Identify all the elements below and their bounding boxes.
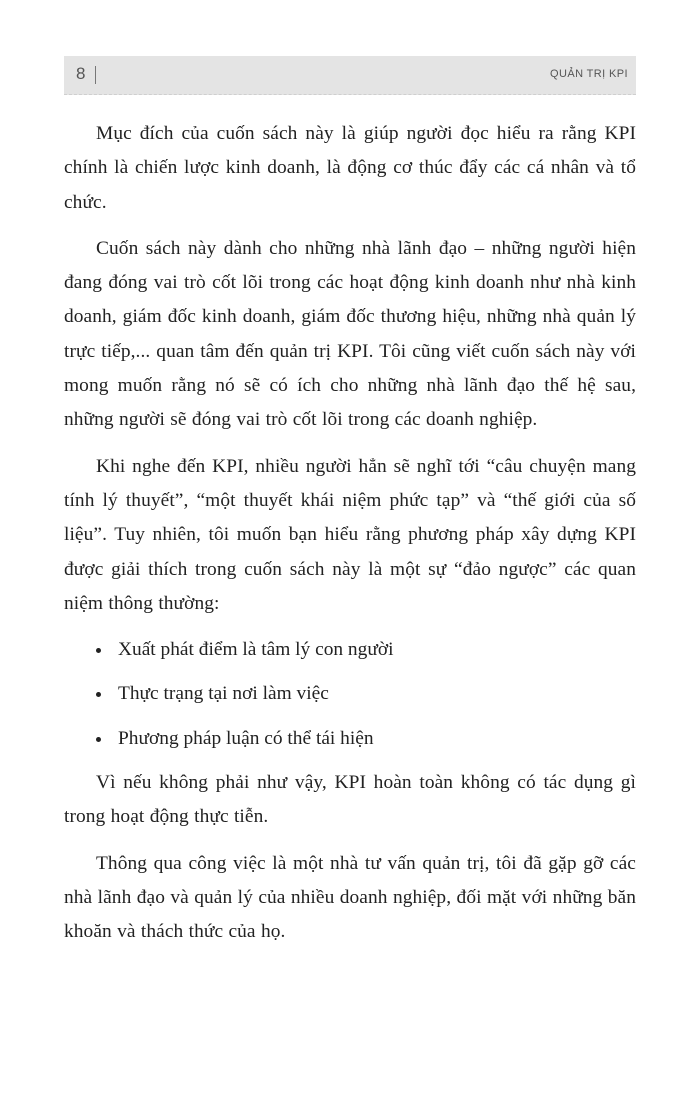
page-body (64, 117, 636, 962)
paragraph-purpose: Mục đích của cuốn sách này là giúp người đọc hiểu ra rằng KPI chính là chiến lược kinh doanh, là động cơ thúc đẩy các cá nhân và tổ chức. (64, 123, 636, 213)
paragraph-consulting: Thông qua công việc là một nhà tư vấn quản trị, tôi đã gặp gỡ các nhà lãnh đạo và quản lý của nhiều doanh nghiệp, đối mặt với những băn khoăn và thách thức của họ. (64, 852, 636, 943)
paragraph-practice: Vì nếu không phải như vậy, KPI hoàn toàn không có tác dụng gì trong hoạt động thực tiễn. (64, 772, 636, 828)
book-title: QUẢN TRỊ KPI (550, 68, 628, 80)
bullet-icon (96, 737, 101, 742)
list-item (64, 677, 636, 711)
list-item-text: Phương pháp luận có thể tái hiện (118, 727, 374, 749)
bullet-list (64, 633, 636, 756)
running-header (64, 56, 636, 95)
bullet-icon (96, 692, 101, 697)
header-divider (95, 66, 96, 84)
list-item-text: Thực trạng tại nơi làm việc (118, 683, 329, 705)
bullet-icon (96, 648, 101, 653)
list-item (64, 633, 636, 667)
page-number: 8 (76, 64, 86, 83)
paragraph-audience: Cuốn sách này dành cho những nhà lãnh đạo – những người hiện đang đóng vai trò cốt lõi trong các hoạt động kinh doanh như nhà kinh doanh, giám đốc kinh doanh, giám đốc thương hiệu, những nhà quản lý trực tiếp,... quan tâm đến quản trị KPI. Tôi cũng viết cuốn sách này với mong muốn rằng nó sẽ có ích cho những nhà lãnh đạo thế hệ sau, những người sẽ đóng vai trò cốt lõi trong các doanh nghiệp. (64, 237, 636, 431)
paragraph-kpi-perception: Khi nghe đến KPI, nhiều người hẳn sẽ nghĩ tới “câu chuyện mang tính lý thuyết”, “một thuyết khái niệm phức tạp” và “thế giới của số liệu”. Tuy nhiên, tôi muốn bạn hiểu rằng phương pháp xây dựng KPI được giải thích trong cuốn sách này là một sự “đảo ngược” các quan niệm thông thường: (64, 455, 636, 614)
list-item (64, 722, 636, 756)
list-item-text: Xuất phát điểm là tâm lý con người (118, 639, 394, 661)
